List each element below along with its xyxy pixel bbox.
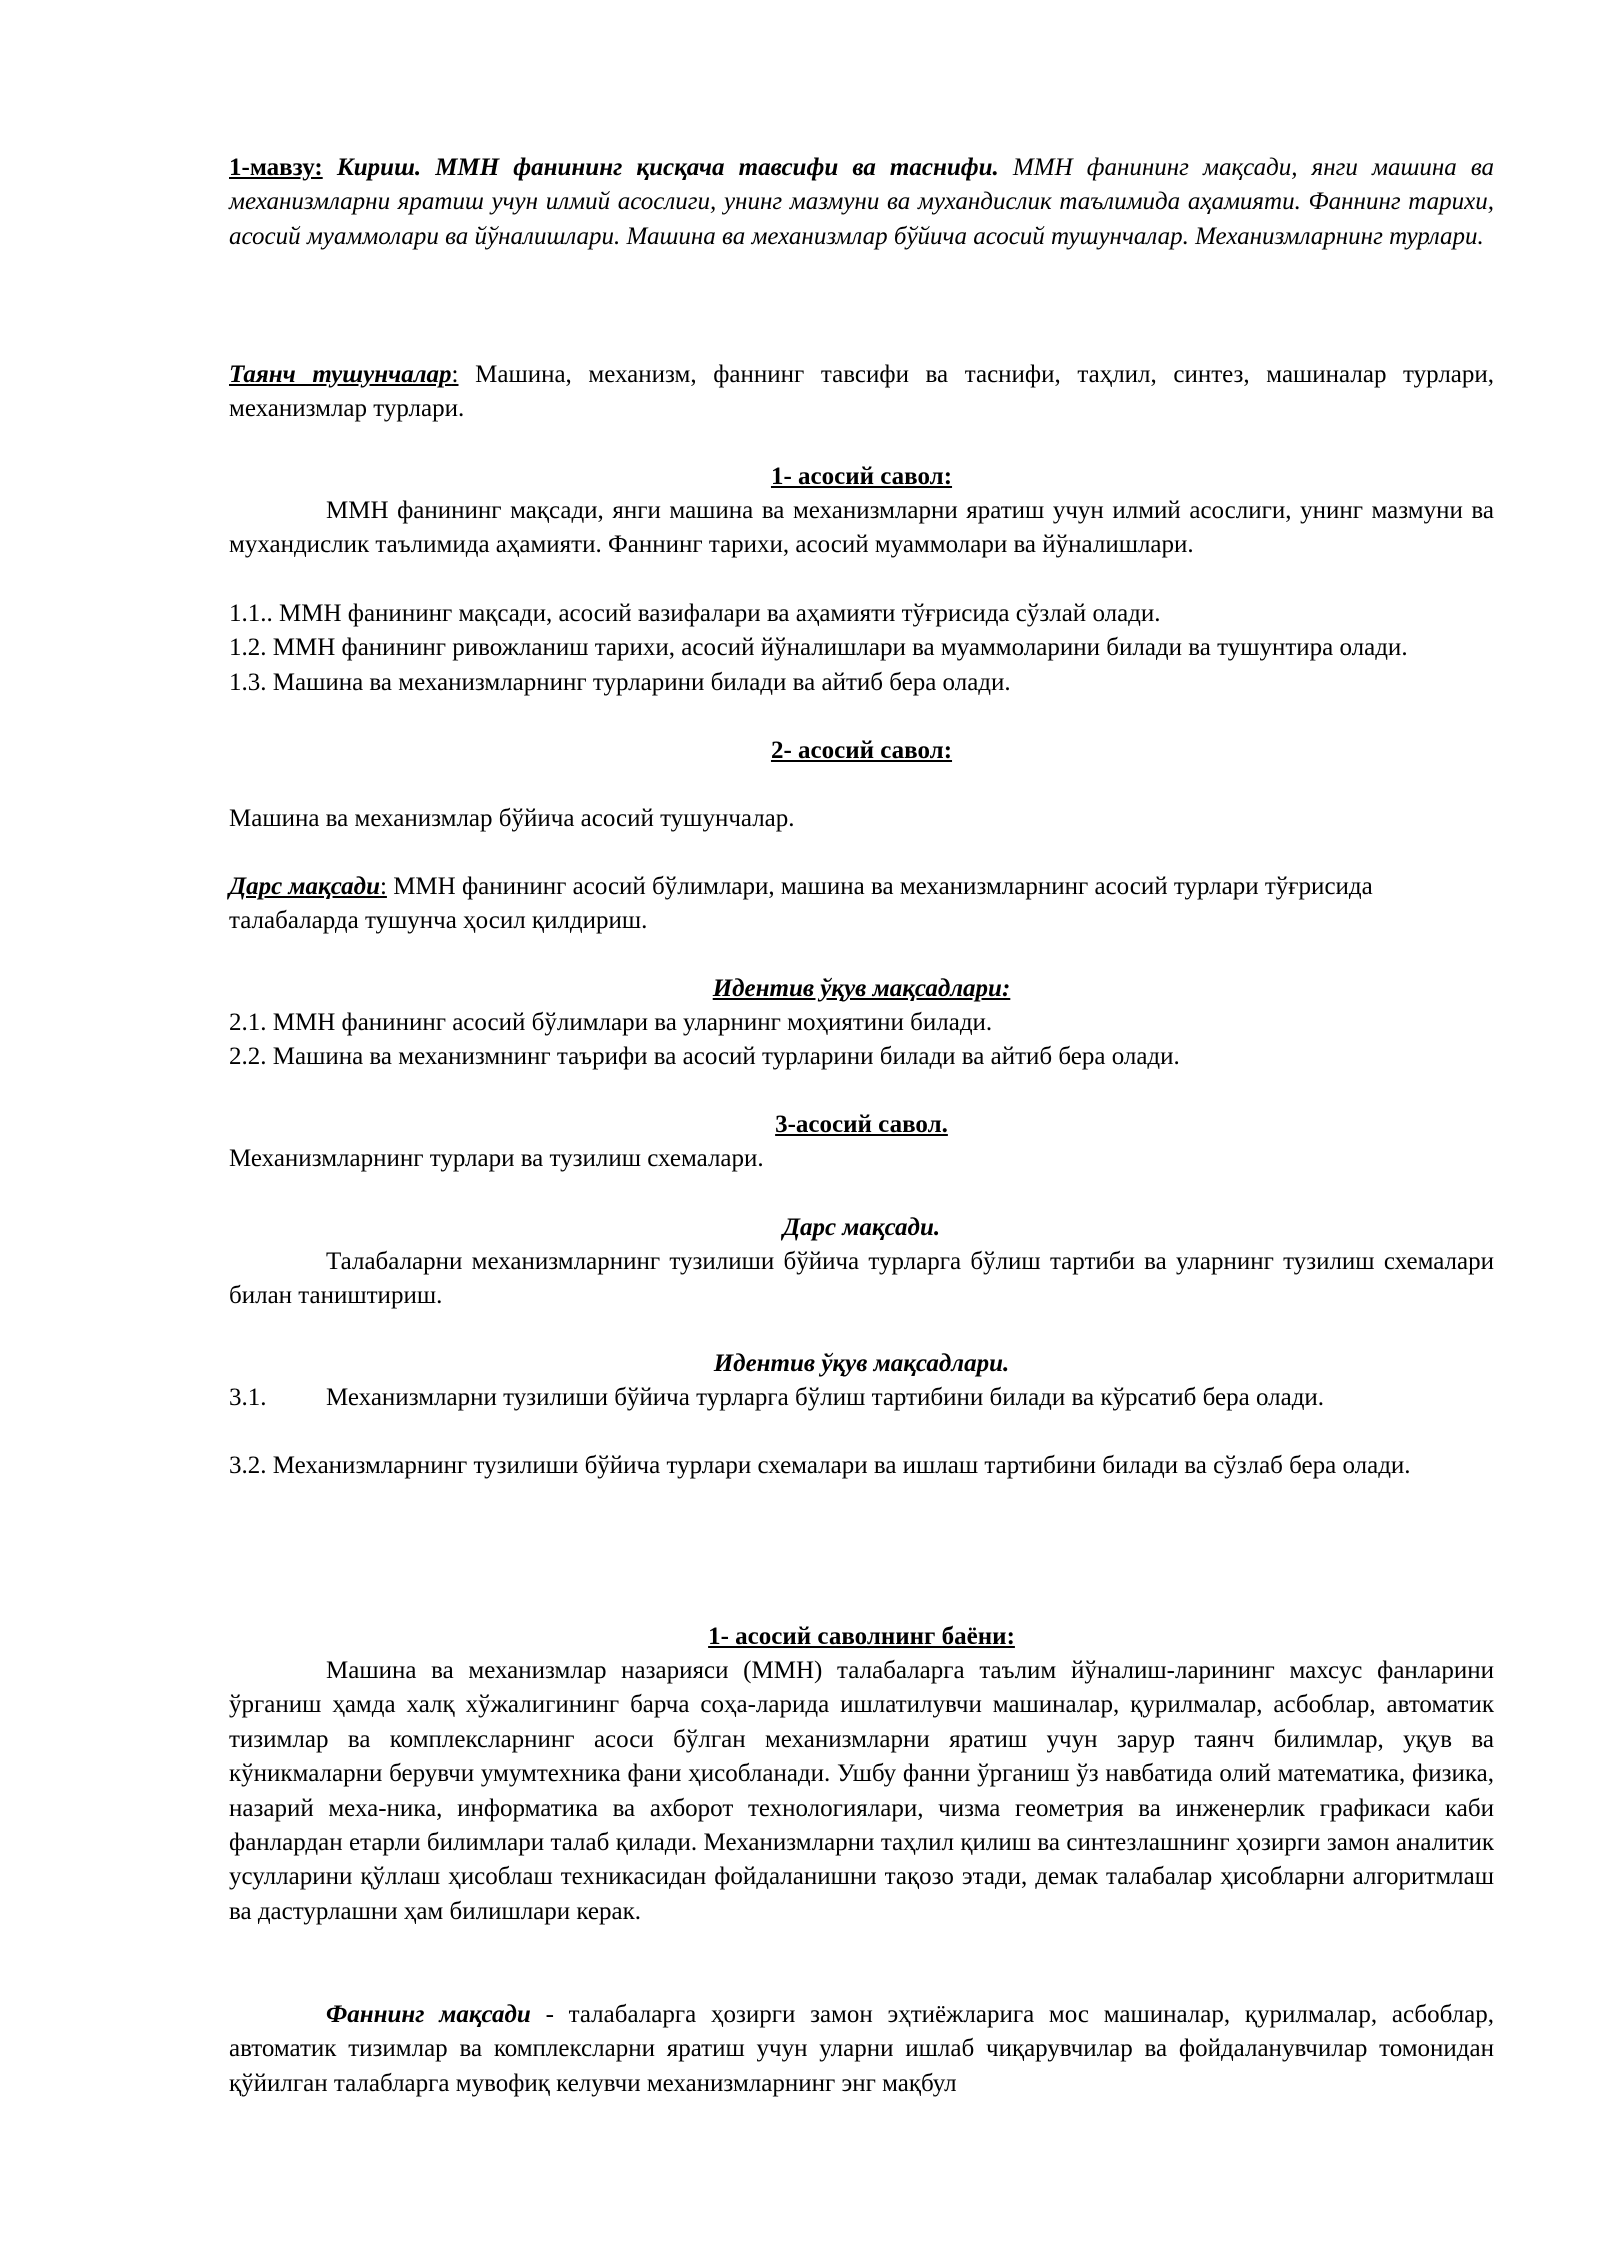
question3-item-1 [229,1381,1494,1415]
key-concepts-text: Машина, механизм, фаннинг тавсифи ва таснифи, таҳлил, синтез, машиналар турлари, механизмлар турлари. [229,361,1495,423]
key-concepts-paragraph [229,358,1494,427]
question3-heading: 3-асосий савол. [775,1111,948,1138]
explanation-heading: 1- асосий саволнинг баёни: [708,1623,1015,1650]
question3-ident-heading: Идентив ўқув мақсадлари. [713,1350,1010,1377]
question2-items [229,1006,1494,1075]
question3-item-text: Механизмларни тузилиши бўйича турларга бўлиш тартибини билади ва кўрсатиб бера олади. [326,1384,1325,1411]
key-concepts-colon: : [451,361,459,388]
question1-item: 1.3. Машина ва механизмларнинг турларини билади ва айтиб бера олади. [229,668,1011,696]
question1-heading: 1- асосий савол: [770,463,953,490]
explanation-goal-label: Фаннинг мақсади [326,2001,531,2028]
question2-item: 2.1. ММН фанининг асосий бўлимлари ва уларнинг моҳиятини билади. [229,1009,993,1036]
question2-goal-paragraph [229,870,1494,939]
topic-title: Кириш. ММН фанининг қисқача тавсифи ва таснифи. [336,154,999,181]
question1-item: 1.2. ММН фанининг ривожланиш тарихи, асосий йўналишлари ва муаммоларини билади ва тушунтира олади. [229,634,1408,662]
question1-item: 1.1.. ММН фанининг мақсади, асосий вазифалари ва аҳамияти тўғрисида сўзлай олади. [229,600,1161,627]
question3-item-2: 3.2. Механизмларнинг тузилиши бўйича турлари схемалари ва ишлаш тартибини билади ва сўзлаб бера олади. [229,1452,1411,1479]
question2-goal-label: Дарс мақсади [229,873,380,900]
topic-label: 1-мавзу: [229,154,323,181]
question3-goal-heading: Дарс мақсади. [782,1214,941,1241]
topic-text: ММН фанининг мақсади, янги машина ва механизмларни яратиш учун илмий асослиги, унинг мазмуни ва мухандислик таълимида аҳамияти. Фаннинг тарихи, асосий муаммолари ва йўналишлари. Машина ва механизмлар бўйича асосий тушунчалар. Механизмларнинг турлари. [229,154,1495,250]
question2-item: 2.2. Машина ва механизмнинг таърифи ва асосий турларини билади ва айтиб бера олади. [229,1043,1180,1071]
question1-items [229,597,1494,700]
question2-text: Машина ва механизмлар бўйича асосий тушунчалар. [229,805,795,832]
key-concepts-label: Таянч тушунчалар [229,361,452,388]
question2-goal-colon: : [379,873,387,900]
question2-ident-heading: Идентив ўқув мақсадлари: [712,975,1011,1002]
explanation-paragraph-1: Машина ва механизмлар назарияси (ММН) талабаларга таълим йўналиш-ларининг махсус фанларини ўрганиш ҳамда халқ хўжалигининг барча соҳа-ларида ишлатилувчи машиналар, қурилмалар, асбоблар, автоматик тизимлар ва комплексларнинг асоси бўлган механизмларни яратиш учун зарур таянч билимлар, уқув ва кўникмаларни берувчи умумтехника фани ҳисобланади. Ушбу фанни ўрганиш ўз навбатида олий математика, физика, назарий меха-ника, информатика ва ахборот технологиялари, чизма геометрия ва инженерлик графикаси каби фанлардан етарли билимлари талаб қилади. Механизмларни таҳлил қилиш ва синтезлашнинг ҳозирги замон аналитик усулларини қўллаш ҳисоблаш техникасидан фойдаланишни тақозо этади, демак талабалар ҳисобларни алгоритмлаш ва дастурлашни ҳам билишлари керак. [229,1657,1494,1925]
explanation-goal-text: - талабаларга ҳозирги замон эҳтиёжларига мос машиналар, қурилмалар, асбоблар, автоматик тизимлар ва комплексларни яратиш учун уларни ишлаб чиқарувчилар ва фойдаланувчилар томонидан қўйилган талабларга мувофиқ келувчи механизмларнинг энг мақбул [229,2001,1494,2097]
question1-text: ММН фанининг мақсади, янги машина ва механизмларни яратиш учун илмий асослиги, унинг мазмуни ва мухандислик таълимида аҳамияти. Фаннинг тарихи, асосий муаммолари ва йўналишлари. [229,497,1494,559]
question2-goal-text: ММН фанининг асосий бўлимлари, машина ва механизмларнинг асосий турлари тўғрисида талабаларда тушунча ҳосил қилдириш. [229,873,1373,935]
topic-paragraph [229,151,1494,254]
explanation-paragraph-2 [229,1998,1494,2101]
question2-heading: 2- асосий савол: [770,737,953,764]
question3-text: Механизмларнинг турлари ва тузилиш схемалари. [229,1145,764,1172]
question3-goal-text: Талабаларни механизмларнинг тузилиши бўйича турларга бўлиш тартиби ва уларнинг тузилиш схемалари билан таништириш. [229,1248,1494,1310]
question3-item-number: 3.1. [229,1384,267,1411]
